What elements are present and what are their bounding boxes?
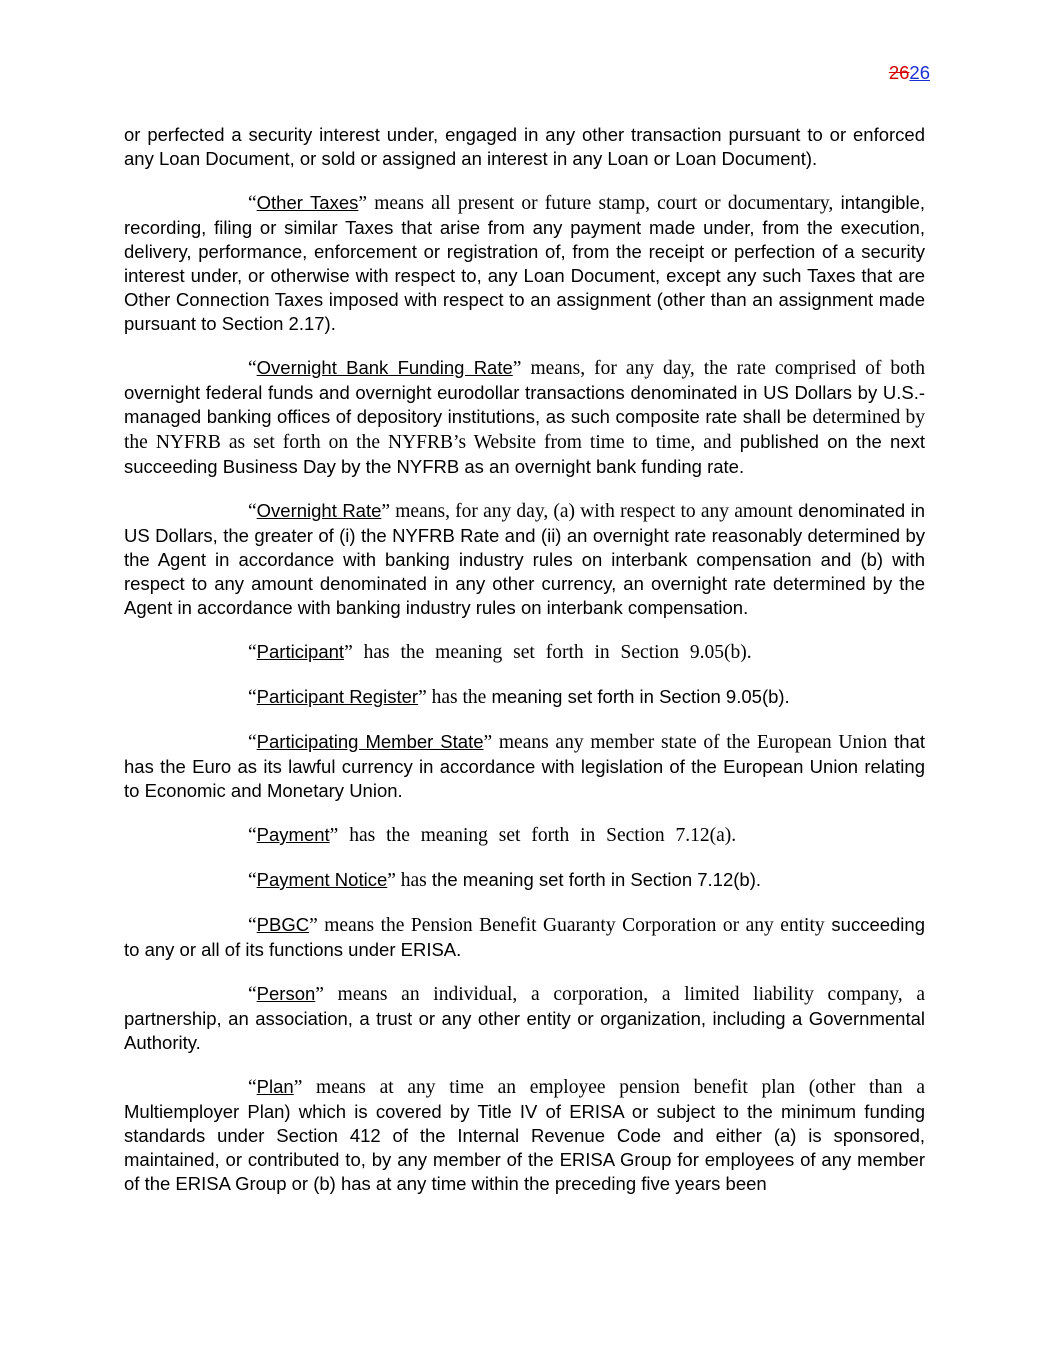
page-number-inserted: 26 — [909, 62, 930, 83]
definition-lead: ” has the meaning set forth in Section 7.12(a). — [329, 825, 737, 846]
definition-lead: ” has the — [418, 687, 487, 708]
definition-text: meaning set forth in Section 9.05(b). — [491, 686, 790, 707]
definition-lead: ” has the meaning set forth in Section 9.05(b). — [344, 642, 752, 663]
defined-term: Payment Notice — [256, 869, 388, 890]
defined-term: PBGC — [256, 914, 310, 935]
definition-overnight-rate: “Overnight Rate” means, for any day, (a) with respect to any amount denominated in US Dollars, the greater of (i) the NYFRB Rate and (ii) an overnight rate reasonably determined by the Agent in accordance with banking industry rules on interbank compensation and (b) with respect to any amount denominated in any other currency, an overnight rate determined by the Agent in accordance with banking industry rules on interbank compensation. — [124, 500, 926, 618]
definition-pbgc: “PBGC” means the Pension Benefit Guaranty Corporation or any entity succeeding to any or all of its functions under ERISA. — [124, 914, 925, 960]
definition-text: overnight federal funds and overnight eurodollar transactions denominated in US Dollars by U.S.-managed banking offices of depository institutions, as such composite rate shall be — [124, 382, 925, 427]
definition-lead: ” means, for any day, (a) with respect to any amount — [381, 501, 793, 522]
definition-lead: ” means, for any day, the rate comprised of both — [512, 358, 926, 379]
defined-term: Overnight Bank Funding Rate — [256, 357, 513, 378]
defined-term: Participant — [256, 641, 345, 662]
definition-text: denominated in US Dollars, the greater of (i) the NYFRB Rate and (ii) an overnight rate reasonably determined by the Agent in accordance with banking industry rules on interbank compensation and (b) with respect to any amount denominated in any other currency, an overnight rate determined by the Agent in accordance with banking industry rules on interbank compensation. — [124, 500, 926, 618]
definition-person: “Person” means an individual, a corporation, a limited liability company, a partnership, an association, a trust or any other entity or organization, including a Governmental Authority. — [124, 983, 925, 1053]
defined-term: Overnight Rate — [256, 500, 382, 521]
defined-term: Person — [256, 983, 316, 1004]
definition-lead: ” has — [387, 870, 427, 891]
definition-payment: “Payment” has the meaning set forth in Section 7.12(a). — [248, 824, 737, 846]
defined-term: Participating Member State — [256, 731, 484, 752]
definition-lead: ” means at any time an employee pension benefit plan (other than a — [293, 1077, 925, 1098]
definition-lead: ” means an individual, a corporation, a limited liability company, a — [315, 984, 925, 1005]
definition-text: the meaning set forth in Section 7.12(b). — [431, 869, 762, 890]
defined-term: Plan — [256, 1076, 294, 1097]
defined-term: Payment — [256, 824, 330, 845]
definition-text: intangible, recording, filing or similar Taxes that arise from any payment made under, from the execution, delivery, performance, enforcement or registration of, from the receipt or perfection of a security interest under, or otherwise with respect to, any Loan Document, except any such Taxes that are Other Connection Taxes imposed with respect to an assignment (other than an assignment made pursuant to Section 2.17). — [124, 192, 926, 334]
page-number — [889, 62, 930, 84]
definition-lead: ” means any member state of the European Union — [483, 732, 888, 753]
definition-tail: published on the next succeeding Business Day by the NYFRB as an overnight bank funding rate. — [124, 431, 926, 477]
page-number-deleted: 26 — [888, 62, 910, 83]
definition-serif-line: determined by the NYFRB as set forth on the NYFRB’s Website from time to time, and — [124, 407, 926, 453]
definition-text: Multiemployer Plan) which is covered by Title IV of ERISA or subject to the minimum funding standards under Section 412 of the Internal Revenue Code and either (a) is sponsored, maintained, or contributed to, by any member of the ERISA Group for employees of any member of the ERISA Group or (b) has at any time within the preceding five years been — [124, 1101, 925, 1194]
definition-text: partnership, an association, a trust or any other entity or organization, including a Governmental Authority. — [124, 1008, 925, 1053]
definition-overnight-bank-funding-rate: “Overnight Bank Funding Rate” means, for any day, the rate comprised of both overnight federal funds and overnight eurodollar transactions denominated in US Dollars by U.S.-managed banking offices of depository institutions, as such composite rate shall be determined by the NYFRB as set forth on the NYFRB’s Website from time to time, and published on the next succeeding Business Day by the NYFRB as an overnight bank funding rate. — [124, 357, 926, 477]
definition-participating-member-state: “Participating Member State” means any member state of the European Union that has the Euro as its lawful currency in accordance with legislation of the European Union relating to Economic and Monetary Union. — [124, 731, 925, 801]
definition-participant: “Participant” has the meaning set forth in Section 9.05(b). — [248, 641, 752, 663]
definition-lead: ” means all present or future stamp, court or documentary, — [358, 193, 834, 214]
definition-text: succeeding to any or all of its functions under ERISA. — [124, 914, 925, 960]
paragraph-continuation — [124, 123, 925, 171]
definition-participant-register: “Participant Register” has the meaning set forth in Section 9.05(b). — [248, 686, 790, 708]
definition-payment-notice: “Payment Notice” has the meaning set forth in Section 7.12(b). — [248, 869, 762, 891]
document-body — [124, 123, 925, 1216]
paragraph-text: or perfected a security interest under, engaged in any other transaction pursuant to or enforced any Loan Document, or sold or assigned an interest in any Loan or Loan Document). — [124, 124, 925, 169]
definition-other-taxes: “Other Taxes” means all present or future stamp, court or documentary, intangible, recording, filing or similar Taxes that arise from any payment made under, from the execution, delivery, performance, enforcement or registration of, from the receipt or perfection of a security interest under, or otherwise with respect to, any Loan Document, except any such Taxes that are Other Connection Taxes imposed with respect to an assignment (other than an assignment made pursuant to Section 2.17). — [124, 192, 926, 334]
definition-text: that has the Euro as its lawful currency in accordance with legislation of the European Union relating to Economic and Monetary Union. — [124, 731, 925, 801]
defined-term: Other Taxes — [256, 192, 359, 213]
defined-term: Participant Register — [256, 686, 419, 707]
definition-plan: “Plan” means at any time an employee pension benefit plan (other than a Multiemployer Plan) which is covered by Title IV of ERISA or subject to the minimum funding standards under Section 412 of the Internal Revenue Code and either (a) is sponsored, maintained, or contributed to, by any member of the ERISA Group for employees of any member of the ERISA Group or (b) has at any time within the preceding five years been — [124, 1076, 925, 1194]
definition-lead: ” means the Pension Benefit Guaranty Corporation or any entity — [309, 915, 825, 936]
